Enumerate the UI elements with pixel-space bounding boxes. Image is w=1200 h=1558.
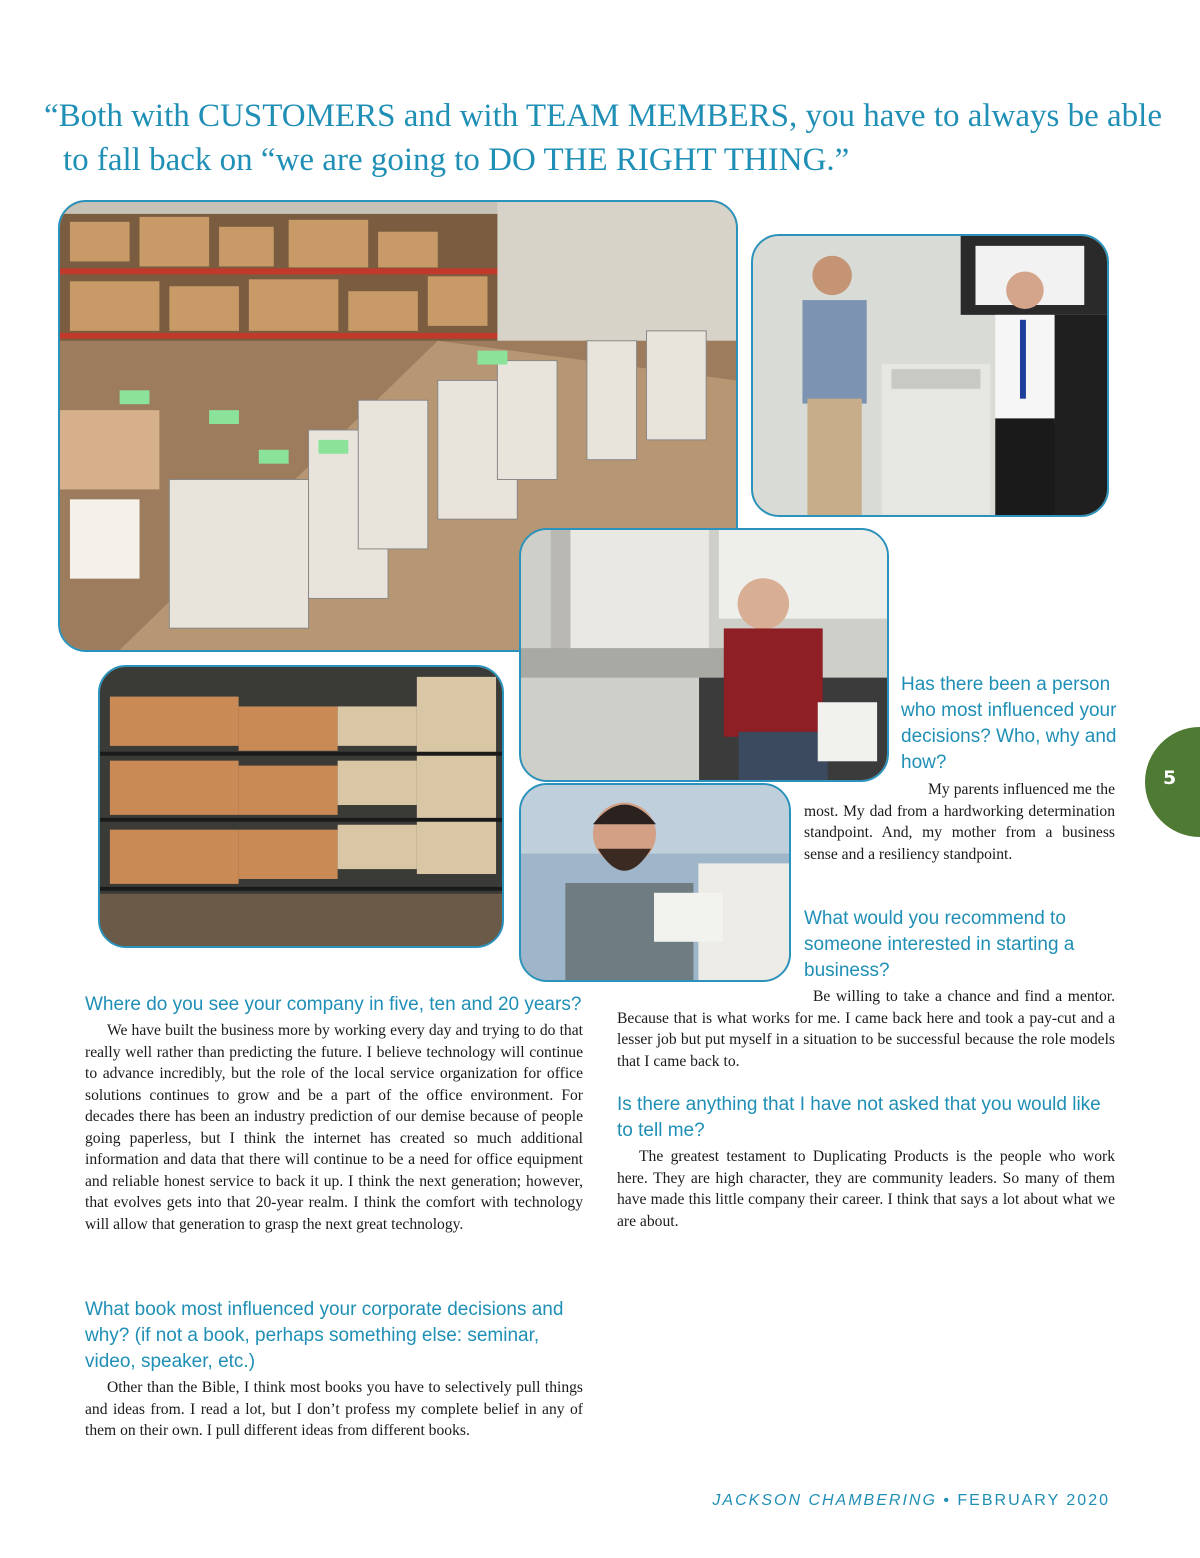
question-book: What book most influenced your corporate decisions and why? (if not a book, perhaps something else: seminar, video, speaker, etc.) (85, 1299, 564, 1372)
answer-influence: My parents influenced me the most. My dad from a hardworking determination standpoint. And, my mother from a business sense and a resiliency standpoint. (804, 781, 1115, 863)
answer-future: We have built the business more by working every day and trying to do that really well rather than predicting the future. I believe technology will continue to advance incredibly, but the role of the local service organization for office solutions continues to grow and be a part of the office environment. For decades there has been an industry prediction of our demise because of people going paperless, but I think the internet has created so much additional information and data that there will continue to be a need for office equipment and reliable honest service to back it up. I think the next generation; however, that evolves gets into that 20-year realm. I think the comfort with technology will allow that generation to grasp the next great technology. (85, 1022, 583, 1233)
question-future: Where do you see your company in five, ten and 20 years? (85, 994, 582, 1015)
answer-book: Other than the Bible, I think most books you have to selectively pull things and ideas from. I read a lot, but I don’t profess my complete belief in any of them on their own. I pull different ideas from different books. (85, 1379, 583, 1439)
pull-quote: “Both with CUSTOMERS and with TEAM MEMBERS, you have to always be able to fall back on “we are going to DO THE RIGHT THING.” (44, 98, 1162, 178)
question-anything-else: Is there anything that I have not asked that you would like to tell me? (617, 1094, 1101, 1141)
question-influence: Has there been a person who most influenced your decisions? Who, why and how? (901, 674, 1117, 773)
footer-issue: FEBRUARY 2020 (957, 1492, 1110, 1509)
two-men-copier-photo (751, 234, 1109, 517)
page-number: 5 (1163, 767, 1177, 789)
question-recommend: What would you recommend to someone interested in starting a business? (804, 908, 1075, 981)
technician-red-shirt-photo (519, 528, 889, 782)
footer-separator: • (943, 1492, 951, 1509)
supply-shelves-photo (98, 665, 504, 948)
answer-anything-else: The greatest testament to Duplicating Products is the people who work here. They are high character, they are community leaders. So many of them have made this little company their career. I think that says a lot about what we are about. (617, 1148, 1115, 1230)
technician-plaid-shirt-photo (519, 783, 791, 982)
footer (712, 1492, 1110, 1510)
answer-recommend: Be willing to take a chance and find a mentor. Because that is what works for me. I came back here and took a pay-cut and a lesser job but put myself in a situation to be successful because the role models that I came back to. (617, 988, 1115, 1070)
footer-magazine: JACKSON CHAMBERING (712, 1492, 937, 1509)
